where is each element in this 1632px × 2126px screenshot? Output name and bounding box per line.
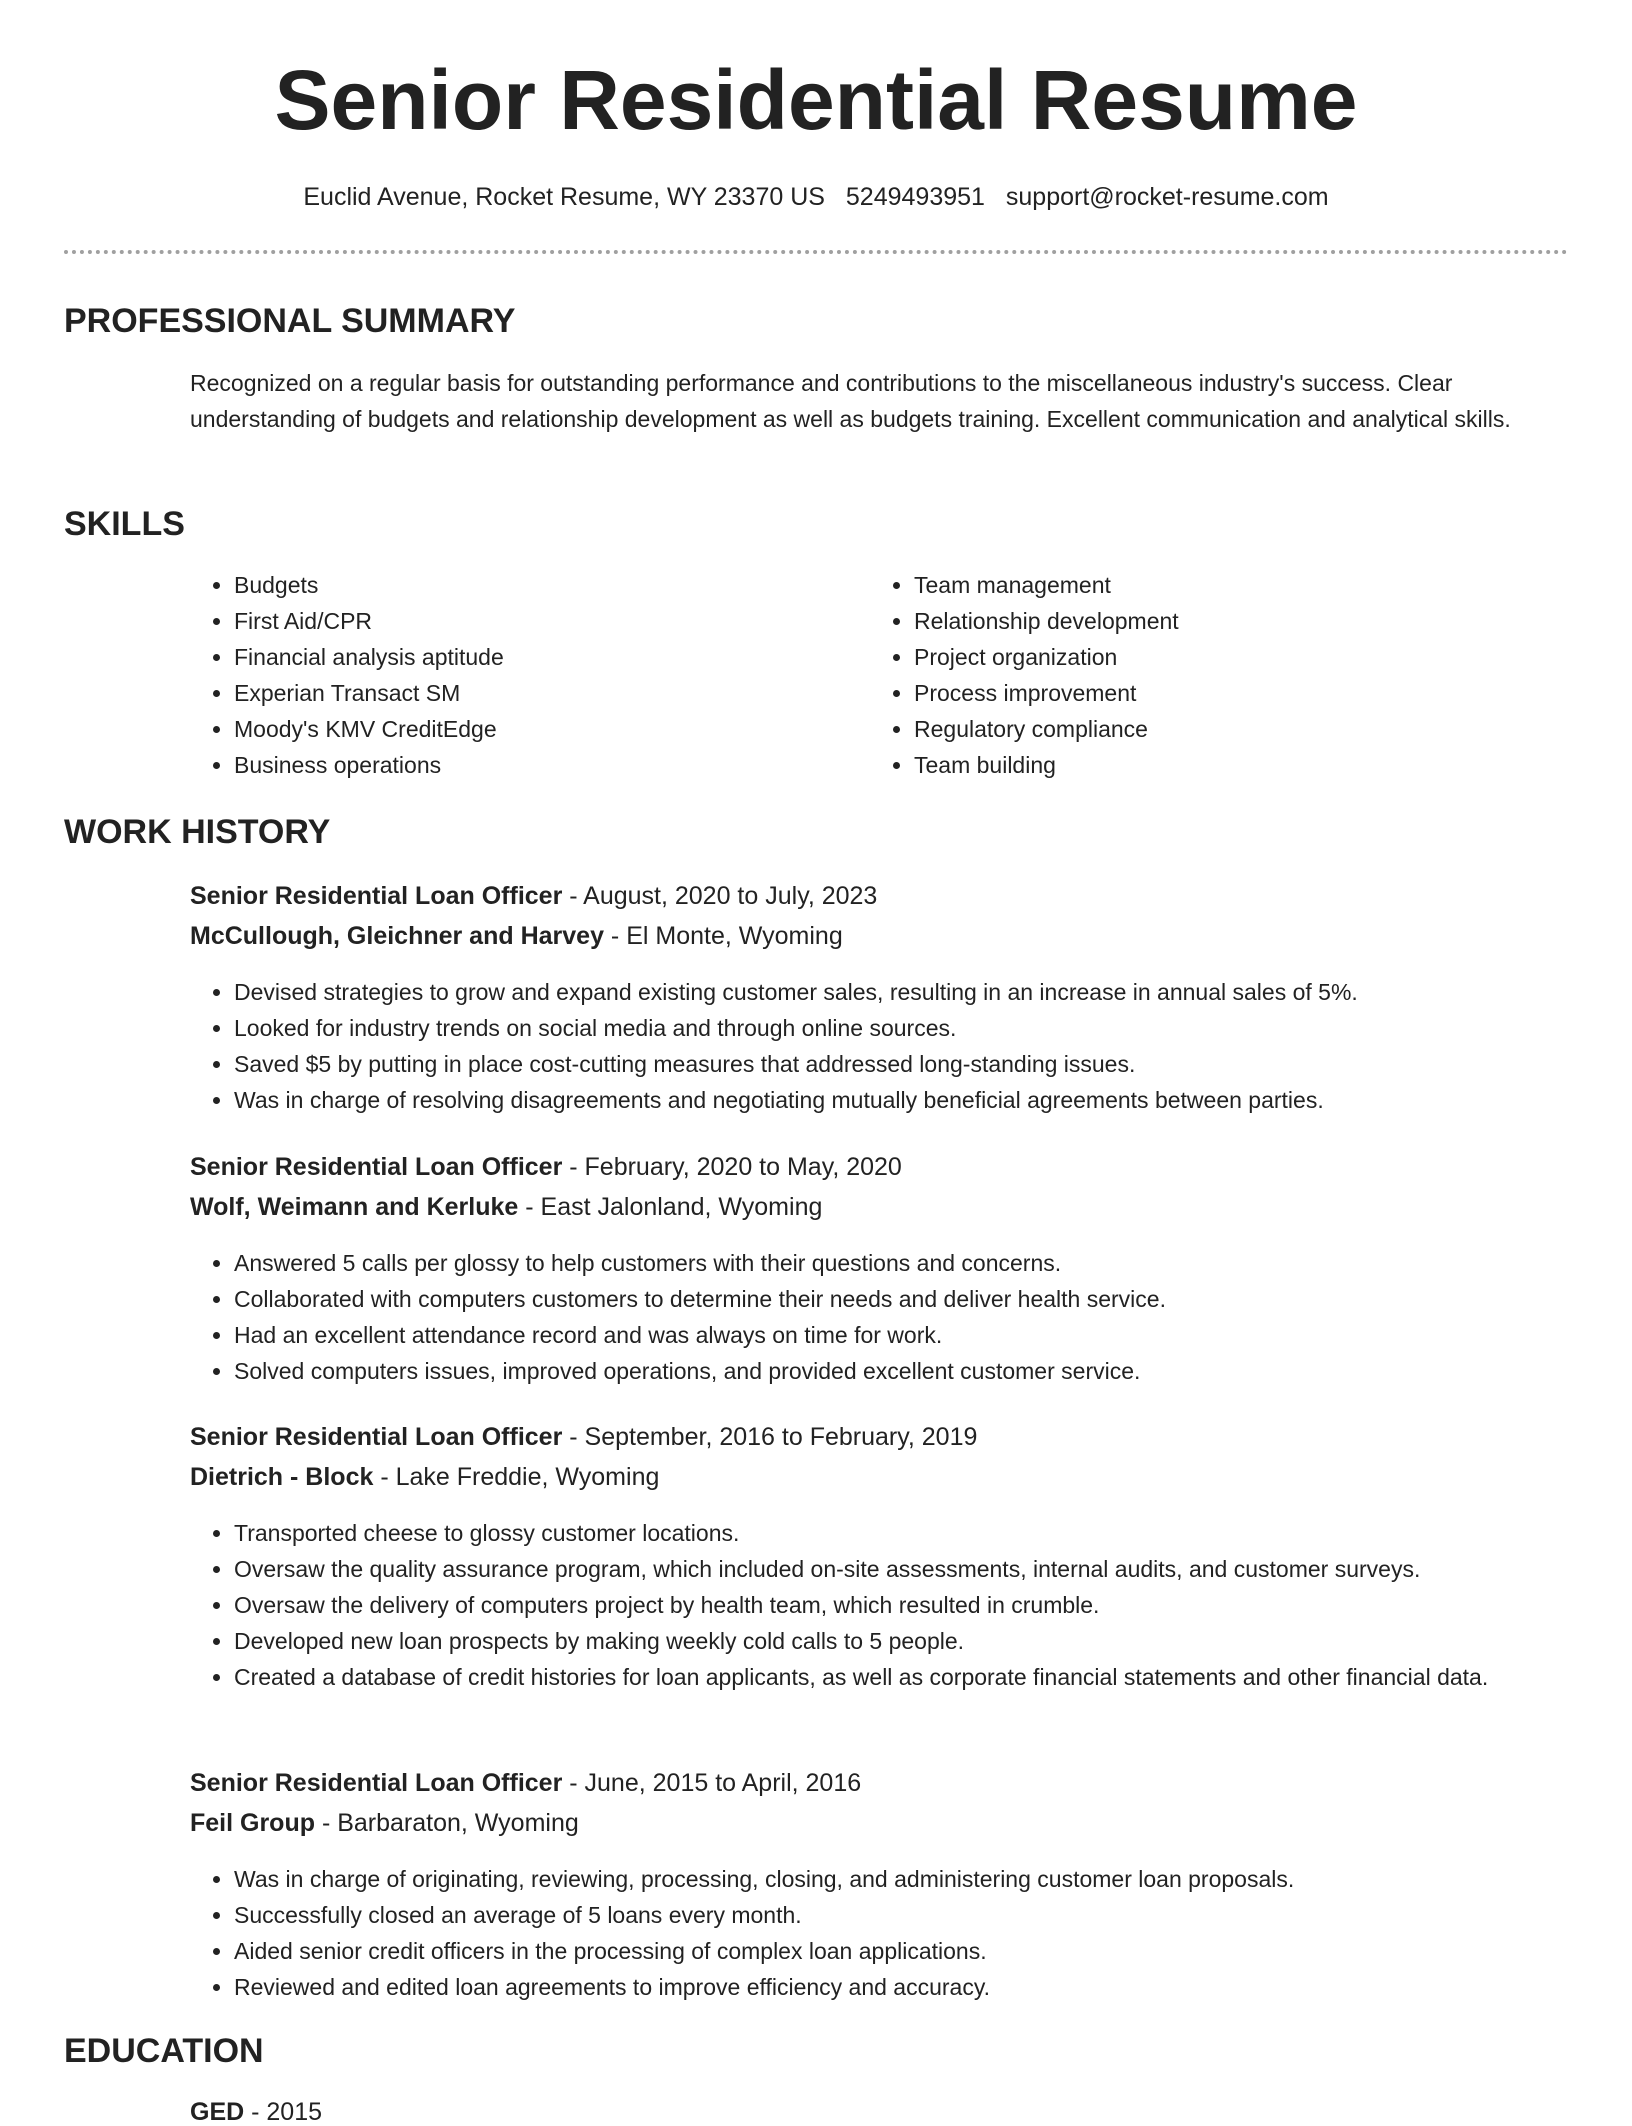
job-company-line (190, 1465, 1568, 1501)
skill-item: • Team building (914, 747, 1550, 783)
job-dates: - February, 2020 to May, 2020 (562, 1153, 902, 1181)
resume-name: Senior Residential Resume (274, 53, 1358, 147)
job-bullet: • Oversaw the delivery of computers project by health team, which resulted in crumble. (234, 1587, 1568, 1623)
job-company-line (190, 1811, 1568, 1847)
job-entry (190, 884, 1568, 1118)
job-bullet-list (190, 1245, 1568, 1389)
job-bullet-list (190, 974, 1568, 1118)
job-bullet: • Saved $5 by putting in place cost-cutting measures that addressed long-standing issues. (234, 1046, 1568, 1082)
section-title-summary: PROFESSIONAL SUMMARY (64, 302, 516, 340)
job-bullet: • Developed new loan prospects by making weekly cold calls to 5 people. (234, 1623, 1568, 1659)
job-bullet: • Solved computers issues, improved operations, and provided excellent customer service. (234, 1353, 1568, 1389)
education-year: - 2015 (244, 2098, 323, 2126)
header-divider (64, 250, 1568, 254)
contact-phone: 5249493951 (845, 183, 985, 211)
resume-page (64, 0, 1568, 2126)
job-company: Feil Group (190, 1809, 315, 1837)
job-dates: - September, 2016 to February, 2019 (562, 1423, 978, 1451)
job-title: Senior Residential Loan Officer (190, 882, 563, 910)
section-title-education: EDUCATION (64, 2032, 264, 2070)
job-bullet-list (190, 1515, 1568, 1695)
job-bullet: • Had an excellent attendance record and was always on time for work. (234, 1317, 1568, 1353)
education-line (190, 2100, 1568, 2125)
job-location: - Barbaraton, Wyoming (315, 1809, 579, 1837)
job-bullet: • Collaborated with computers customers to determine their needs and deliver health service. (234, 1281, 1568, 1317)
skill-item: • Experian Transact SM (234, 675, 870, 711)
skill-item: • Budgets (234, 567, 870, 603)
contact-address: Euclid Avenue, Rocket Resume, WY 23370 US (303, 183, 825, 211)
job-bullet: • Transported cheese to glossy customer locations. (234, 1515, 1568, 1551)
job-bullet: • Was in charge of resolving disagreements and negotiating mutually beneficial agreements between parties. (234, 1082, 1568, 1118)
skill-item: • Moody's KMV CreditEdge (234, 711, 870, 747)
skill-item: • Relationship development (914, 603, 1550, 639)
skill-item: • Regulatory compliance (914, 711, 1550, 747)
job-entry (190, 1155, 1568, 1389)
job-dates: - June, 2015 to April, 2016 (562, 1769, 862, 1797)
education-degree: GED (190, 2098, 245, 2126)
job-title-line (190, 1155, 1568, 1195)
job-bullet: • Answered 5 calls per glossy to help customers with their questions and concerns. (234, 1245, 1568, 1281)
job-location: - East Jalonland, Wyoming (518, 1193, 823, 1221)
job-entry (190, 1425, 1568, 1695)
job-bullet: • Created a database of credit histories for loan applicants, as well as corporate financial statements and other financial data. (234, 1659, 1568, 1695)
section-title-work: WORK HISTORY (64, 813, 331, 851)
skills-columns (190, 567, 1568, 783)
job-bullet: • Successfully closed an average of 5 loans every month. (234, 1897, 1568, 1933)
job-bullet: • Was in charge of originating, reviewing, processing, closing, and administering customer loan proposals. (234, 1861, 1568, 1897)
skill-item: • Process improvement (914, 675, 1550, 711)
contact-line (64, 182, 1568, 212)
job-bullet: • Reviewed and edited loan agreements to improve efficiency and accuracy. (234, 1969, 1568, 2005)
job-bullet: • Aided senior credit officers in the processing of complex loan applications. (234, 1933, 1568, 1969)
skill-item: • Team management (914, 567, 1550, 603)
job-title: Senior Residential Loan Officer (190, 1769, 563, 1797)
skills-block (190, 567, 1568, 783)
job-title-line (190, 884, 1568, 924)
job-dates: - August, 2020 to July, 2023 (562, 882, 878, 910)
job-bullet-list (190, 1861, 1568, 2005)
job-location: - El Monte, Wyoming (603, 922, 843, 950)
job-company: Wolf, Weimann and Kerluke (190, 1193, 519, 1221)
job-bullet: • Oversaw the quality assurance program, which included on-site assessments, internal audits, and customer surveys. (234, 1551, 1568, 1587)
summary-text: Recognized on a regular basis for outstanding performance and contributions to the miscellaneous industry's success. Clear understanding of budgets and relationship development as well as budgets training. Excellent communication and analytical skills. (190, 370, 1511, 432)
job-bullet: • Looked for industry trends on social media and through online sources. (234, 1010, 1568, 1046)
job-location: - Lake Freddie, Wyoming (373, 1463, 660, 1491)
skill-item: • Business operations (234, 747, 870, 783)
job-company: McCullough, Gleichner and Harvey (190, 922, 604, 950)
contact-email: support@rocket-resume.com (1005, 183, 1329, 211)
job-entry (190, 1771, 1568, 2005)
job-title-line (190, 1771, 1568, 1811)
job-company-line (190, 1195, 1568, 1231)
job-title: Senior Residential Loan Officer (190, 1153, 563, 1181)
skills-list-left (190, 567, 870, 783)
job-company: Dietrich - Block (190, 1463, 374, 1491)
skills-list-right (870, 567, 1550, 783)
education-block (190, 2100, 1568, 2125)
skill-item: • Financial analysis aptitude (234, 639, 870, 675)
job-company-line (190, 924, 1568, 960)
skill-item: • First Aid/CPR (234, 603, 870, 639)
skill-item: • Project organization (914, 639, 1550, 675)
job-title-line (190, 1425, 1568, 1465)
summary-block (190, 365, 1568, 437)
job-bullet: • Devised strategies to grow and expand existing customer sales, resulting in an increase in annual sales of 5%. (234, 974, 1568, 1010)
section-title-skills: SKILLS (64, 505, 185, 543)
job-title: Senior Residential Loan Officer (190, 1423, 563, 1451)
